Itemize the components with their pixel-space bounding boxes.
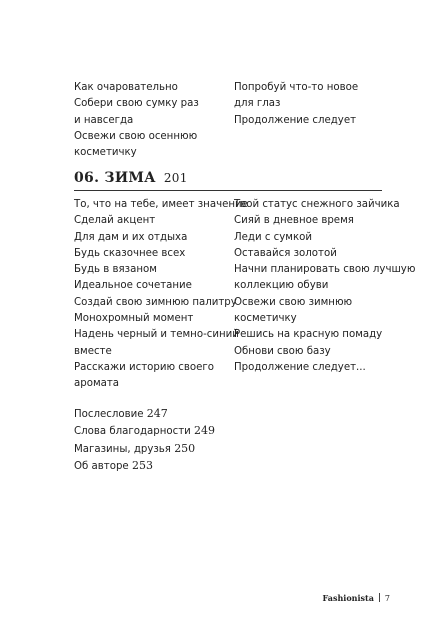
toc-entry: Решись на красную помаду <box>234 329 383 341</box>
toc-entry: Начни планировать свою лучшую <box>234 264 416 276</box>
page-footer <box>323 593 390 603</box>
toc-entry: Сияй в дневное время <box>234 215 354 227</box>
toc-entry: косметичку <box>234 313 297 325</box>
toc-entry: Создай свою зимнюю палитру <box>74 296 237 308</box>
section-heading-winter <box>74 170 188 186</box>
page-number: 250 <box>174 441 196 455</box>
toc-entry-afterword: Послесловие 247 <box>74 407 168 420</box>
toc-entry: Обнови свою базу <box>234 345 331 357</box>
toc-entry: и навсегда <box>74 114 134 126</box>
section-title: 06. ЗИМА <box>74 170 156 186</box>
toc-winter-left-column <box>74 197 248 393</box>
toc-entry: Надень черный и темно-синий <box>74 329 239 341</box>
toc-entry: Собери свою сумку раз <box>74 98 199 110</box>
toc-entry: Для дам и их отдыха <box>74 231 188 243</box>
toc-entry: для глаз <box>234 98 281 110</box>
toc-entry: Попробуй что-то новое <box>234 82 359 93</box>
toc-entry: Будь в вязаном <box>74 264 157 276</box>
folio: 7 <box>384 594 390 603</box>
toc-entry: Будь сказочнее всех <box>74 247 186 259</box>
toc-entry: коллекцию обуви <box>234 280 329 292</box>
page-number: 253 <box>131 458 153 472</box>
toc-entry: вместе <box>74 345 112 357</box>
toc-entry: Продолжение следует... <box>234 361 366 373</box>
section-divider <box>74 190 382 191</box>
section-page-number: 201 <box>163 171 188 185</box>
toc-entry: аромата <box>74 378 120 390</box>
toc-entry-shops: Магазины, друзья 250 <box>74 441 196 455</box>
toc-entry: Освежи свою осеннюю <box>74 130 198 142</box>
toc-entry: Продолжение следует <box>234 114 357 126</box>
toc-entry: Идеальное сочетание <box>74 280 192 292</box>
toc-entry-acknowledgements: Слова благодарности 249 <box>74 424 216 438</box>
toc-entry: косметичку <box>74 147 137 159</box>
toc-appendix-list <box>74 406 215 475</box>
toc-entry-about-author: Об авторе 253 <box>74 458 153 472</box>
toc-entry: То, что на тебе, имеет значение <box>74 199 248 210</box>
toc-entry: Сделай акцент <box>74 215 156 227</box>
running-title: Fashionista <box>322 593 374 603</box>
toc-entry: Леди с сумкой <box>234 231 312 243</box>
toc-top-right-column <box>234 80 358 129</box>
toc-winter-right-column <box>234 197 415 376</box>
toc-entry: Как очаровательно <box>74 82 178 93</box>
page-number: 249 <box>194 424 216 438</box>
page-number: 247 <box>146 407 168 420</box>
toc-entry: Оставайся золотой <box>234 247 337 259</box>
toc-entry: Монохромный момент <box>74 313 194 325</box>
footer-divider <box>379 593 380 602</box>
toc-top-left-column <box>74 80 199 161</box>
toc-entry: Освежи свою зимнюю <box>234 296 353 308</box>
toc-entry: Твой статус снежного зайчика <box>234 199 400 210</box>
toc-entry: Расскажи историю своего <box>74 361 215 373</box>
